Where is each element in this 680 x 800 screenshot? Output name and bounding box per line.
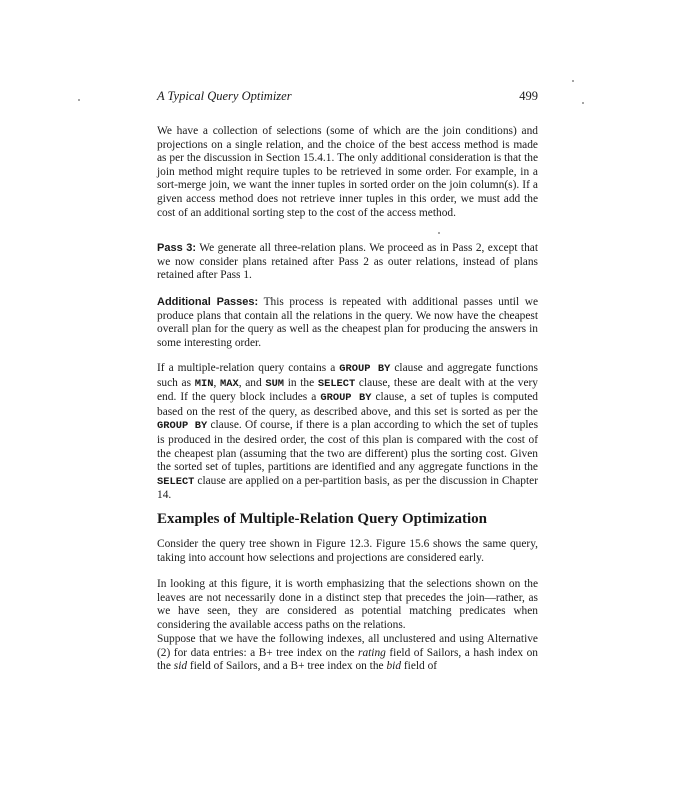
field-rating: rating: [358, 646, 386, 659]
field-sid: sid: [173, 660, 188, 673]
keyword-select: SELECT: [317, 377, 356, 390]
text-run: clause, these are dealt with at the very end. If the query block includes a: [157, 376, 538, 404]
paragraph-selections: In looking at this figure, it is worth emphasizing that the selections shown on the leaves are not necessarily done in a distinct step that precedes the join—rather, as we have seen, they are considered as potential matching predicates when considering the available access paths on the relations.: [157, 578, 538, 631]
text-run: clause are applied on a per-partition basis, as per the discussion in Chapter 14.: [157, 474, 538, 502]
text-run: field of Sailors, and a B+ tree index on the: [187, 660, 387, 673]
scan-speck: [582, 102, 584, 104]
page-number: 499: [519, 89, 538, 103]
paragraph-additional-passes: [157, 296, 538, 350]
scan-speck: [438, 232, 440, 234]
keyword-group-by: GROUP BY: [339, 363, 391, 375]
paragraph-query-tree: Consider the query tree shown in Figure 12.3. Figure 15.6 shows the same query, taking into account how selections and projections are considered early.: [157, 538, 538, 564]
running-head: [157, 89, 538, 105]
keyword-sum: SUM: [265, 377, 285, 390]
text-run: field of: [401, 660, 438, 673]
text-run: , and: [238, 376, 266, 389]
paragraph-1: We have a collection of selections (some of which are the join conditions) and projections on a single relation, and the choice of the best access method is made as per the discussion in Section 15.4.1. The only additional consideration is that the join method might require tuples to be retrieved in some order. For example, in a sort-merge join, we want the inner tuples in sorted order on the join column(s). If a given access method does not retrieve inner tuples in this order, we must add the cost of an additional sorting step to the cost of the access method.: [157, 125, 538, 219]
runin-pass-3: Pass 3:: [157, 242, 197, 254]
keyword-min: MIN: [194, 377, 214, 390]
runin-additional-passes: Additional Passes:: [157, 296, 259, 308]
text-run: ,: [213, 376, 220, 389]
additional-passes-text: This process is repeated with additional passes until we produce plans that contain all the relations in the query. We now have the cheapest overall plan for the query as well as the cheapest plan for producing the answers in some interesting order.: [157, 296, 538, 349]
keyword-group-by: GROUP BY: [320, 392, 372, 405]
text-run: in the: [284, 376, 318, 389]
field-bid: bid: [386, 660, 402, 673]
text-run: If a multiple-relation query contains a: [157, 362, 340, 374]
pass-3-text: We generate all three-relation plans. We proceed as in Pass 2, except that we now consider plans retained after Pass 2 as outer relations, instead of plans retained after Pass 1.: [157, 242, 538, 282]
scan-speck: [572, 80, 574, 82]
text-run: clause. Of course, if there is a plan according to which the set of tuples is produced in the desired order, the cost of this plan is compared with the cost of the cheapest plan (assuming that the two are different) plus the sorting cost. Given the sorted set of tuples, partitions are identified and any aggregate functions in the: [157, 419, 538, 474]
text-run: clause, a set of tuples is computed based on the rest of the query, as described above, and this set is sorted as per the: [157, 391, 538, 418]
keyword-max: MAX: [219, 377, 239, 390]
keyword-select: SELECT: [157, 475, 195, 488]
keyword-group-by: GROUP BY: [157, 420, 208, 433]
text-run: clause and aggregate functions such as: [157, 362, 538, 389]
paragraph-indexes: [157, 633, 538, 674]
text-run: Suppose that we have the following indexes, all unclustered and using Alternative (2) for data entries: a B+ tree index on the: [157, 633, 538, 659]
running-head-title: A Typical Query Optimizer: [157, 89, 292, 103]
section-heading: Examples of Multiple-Relation Query Optimization: [157, 511, 487, 527]
scan-speck: [78, 99, 80, 101]
text-run: field of Sailors, a hash index on the: [157, 646, 538, 673]
paragraph-pass-3: [157, 242, 538, 283]
paragraph-group-by: [157, 362, 538, 503]
